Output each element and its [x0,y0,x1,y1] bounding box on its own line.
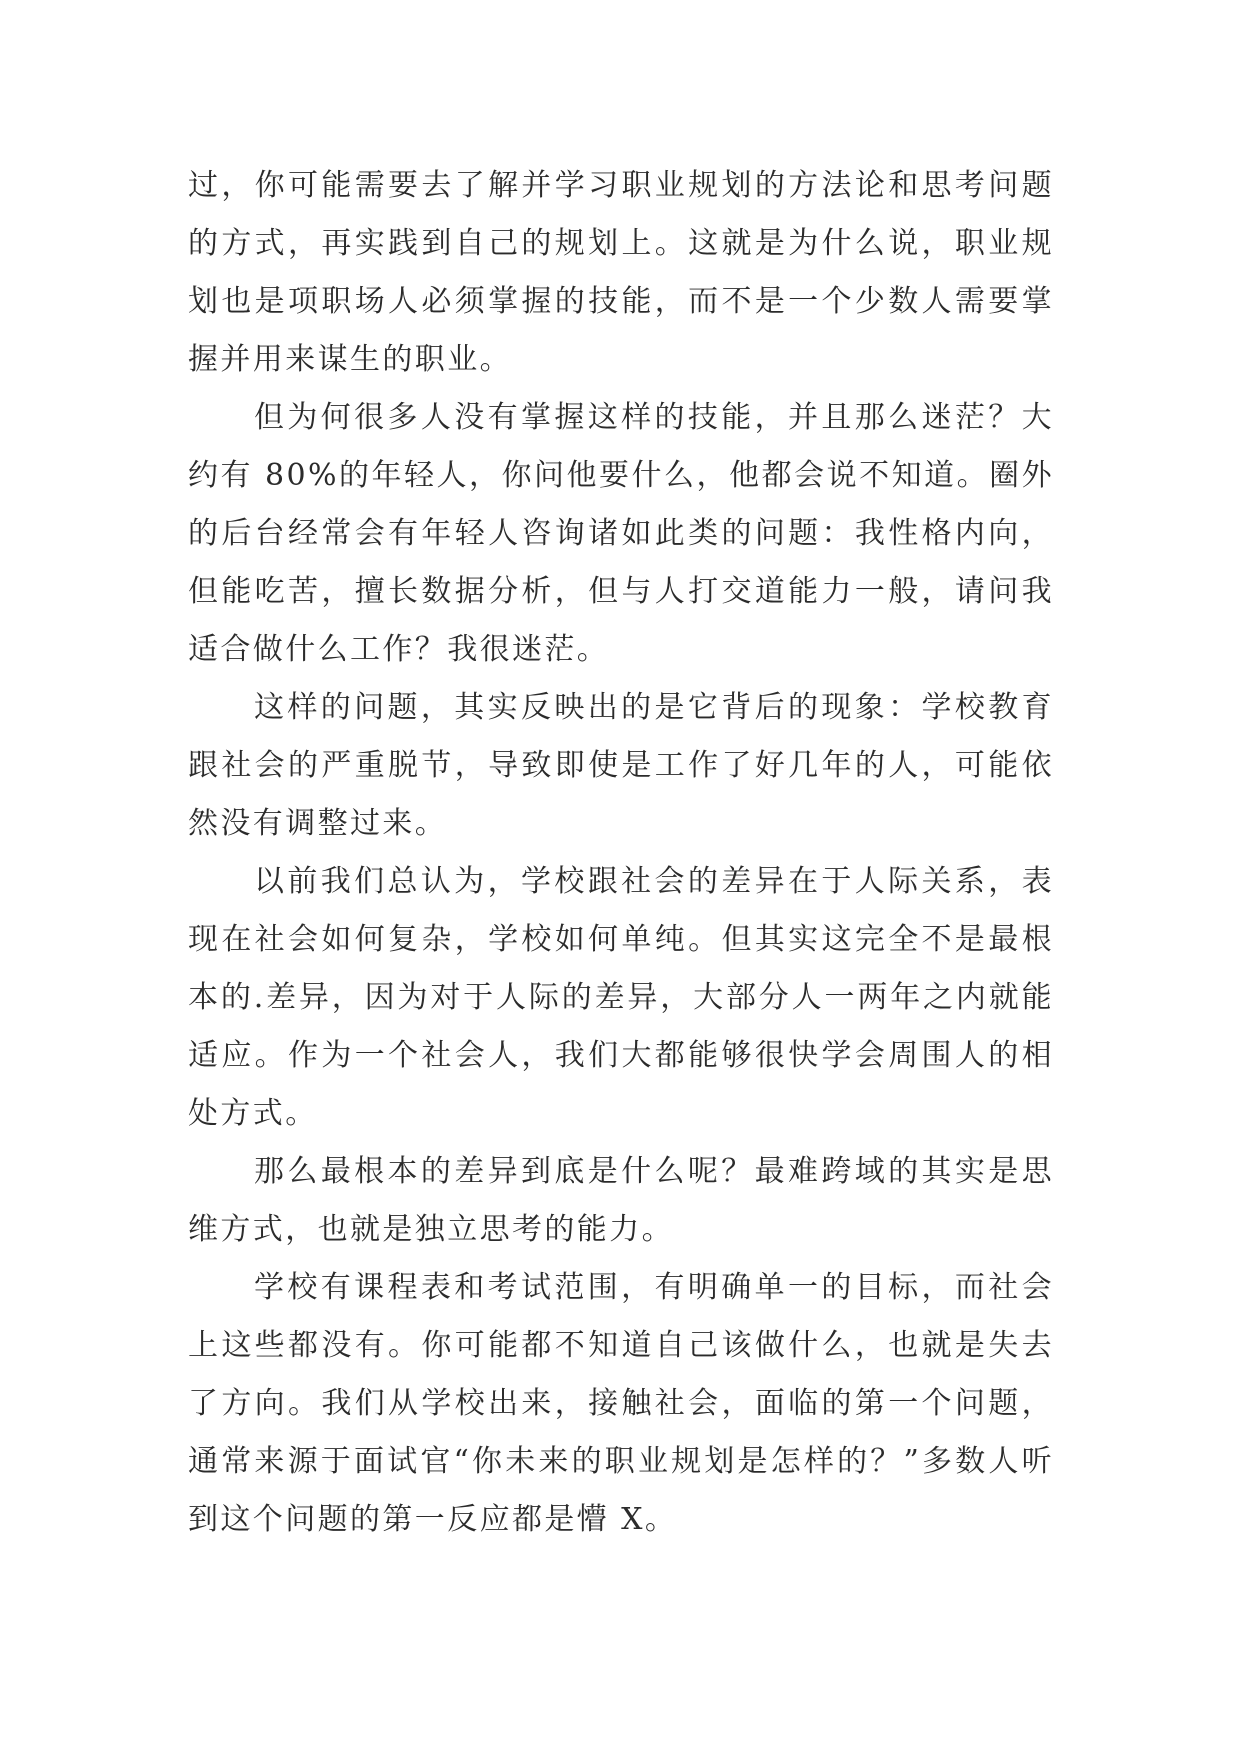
paragraph-6: 学校有课程表和考试范围，有明确单一的目标，而社会上这些都没有。你可能都不知道自己该做什么，也就是失去了方向。我们从学校出来，接触社会，面临的第一个问题，通常来源于面试官“你未来的职业规划是怎样的？”多数人听到这个问题的第一反应都是懵 X。 [188,1270,1054,1537]
paragraph-4: 以前我们总认为，学校跟社会的差异在于人际关系，表现在社会如何复杂，学校如何单纯。但其实这完全不是最根本的.差异，因为对于人际的差异，大部分人一两年之内就能适应。作为一个社会人，我们大都能够很快学会周围人的相处方式。 [188,864,1054,1131]
paragraph-5: 那么最根本的差异到底是什么呢？最难跨域的其实是思维方式，也就是独立思考的能力。 [188,1154,1054,1247]
document-body [188,157,1054,1549]
paragraph-1: 过，你可能需要去了解并学习职业规划的方法论和思考问题的方式，再实践到自己的规划上。这就是为什么说，职业规划也是项职场人必须掌握的技能，而不是一个少数人需要掌握并用来谋生的职业。 [188,168,1054,377]
paragraph-3: 这样的问题，其实反映出的是它背后的现象：学校教育跟社会的严重脱节，导致即使是工作了好几年的人，可能依然没有调整过来。 [188,690,1054,841]
paragraph-2: 但为何很多人没有掌握这样的技能，并且那么迷茫？大约有 80%的年轻人，你问他要什么，他都会说不知道。圈外的后台经常会有年轻人咨询诸如此类的问题：我性格内向，但能吃苦，擅长数据分析，但与人打交道能力一般，请问我适合做什么工作？我很迷茫。 [188,400,1054,667]
